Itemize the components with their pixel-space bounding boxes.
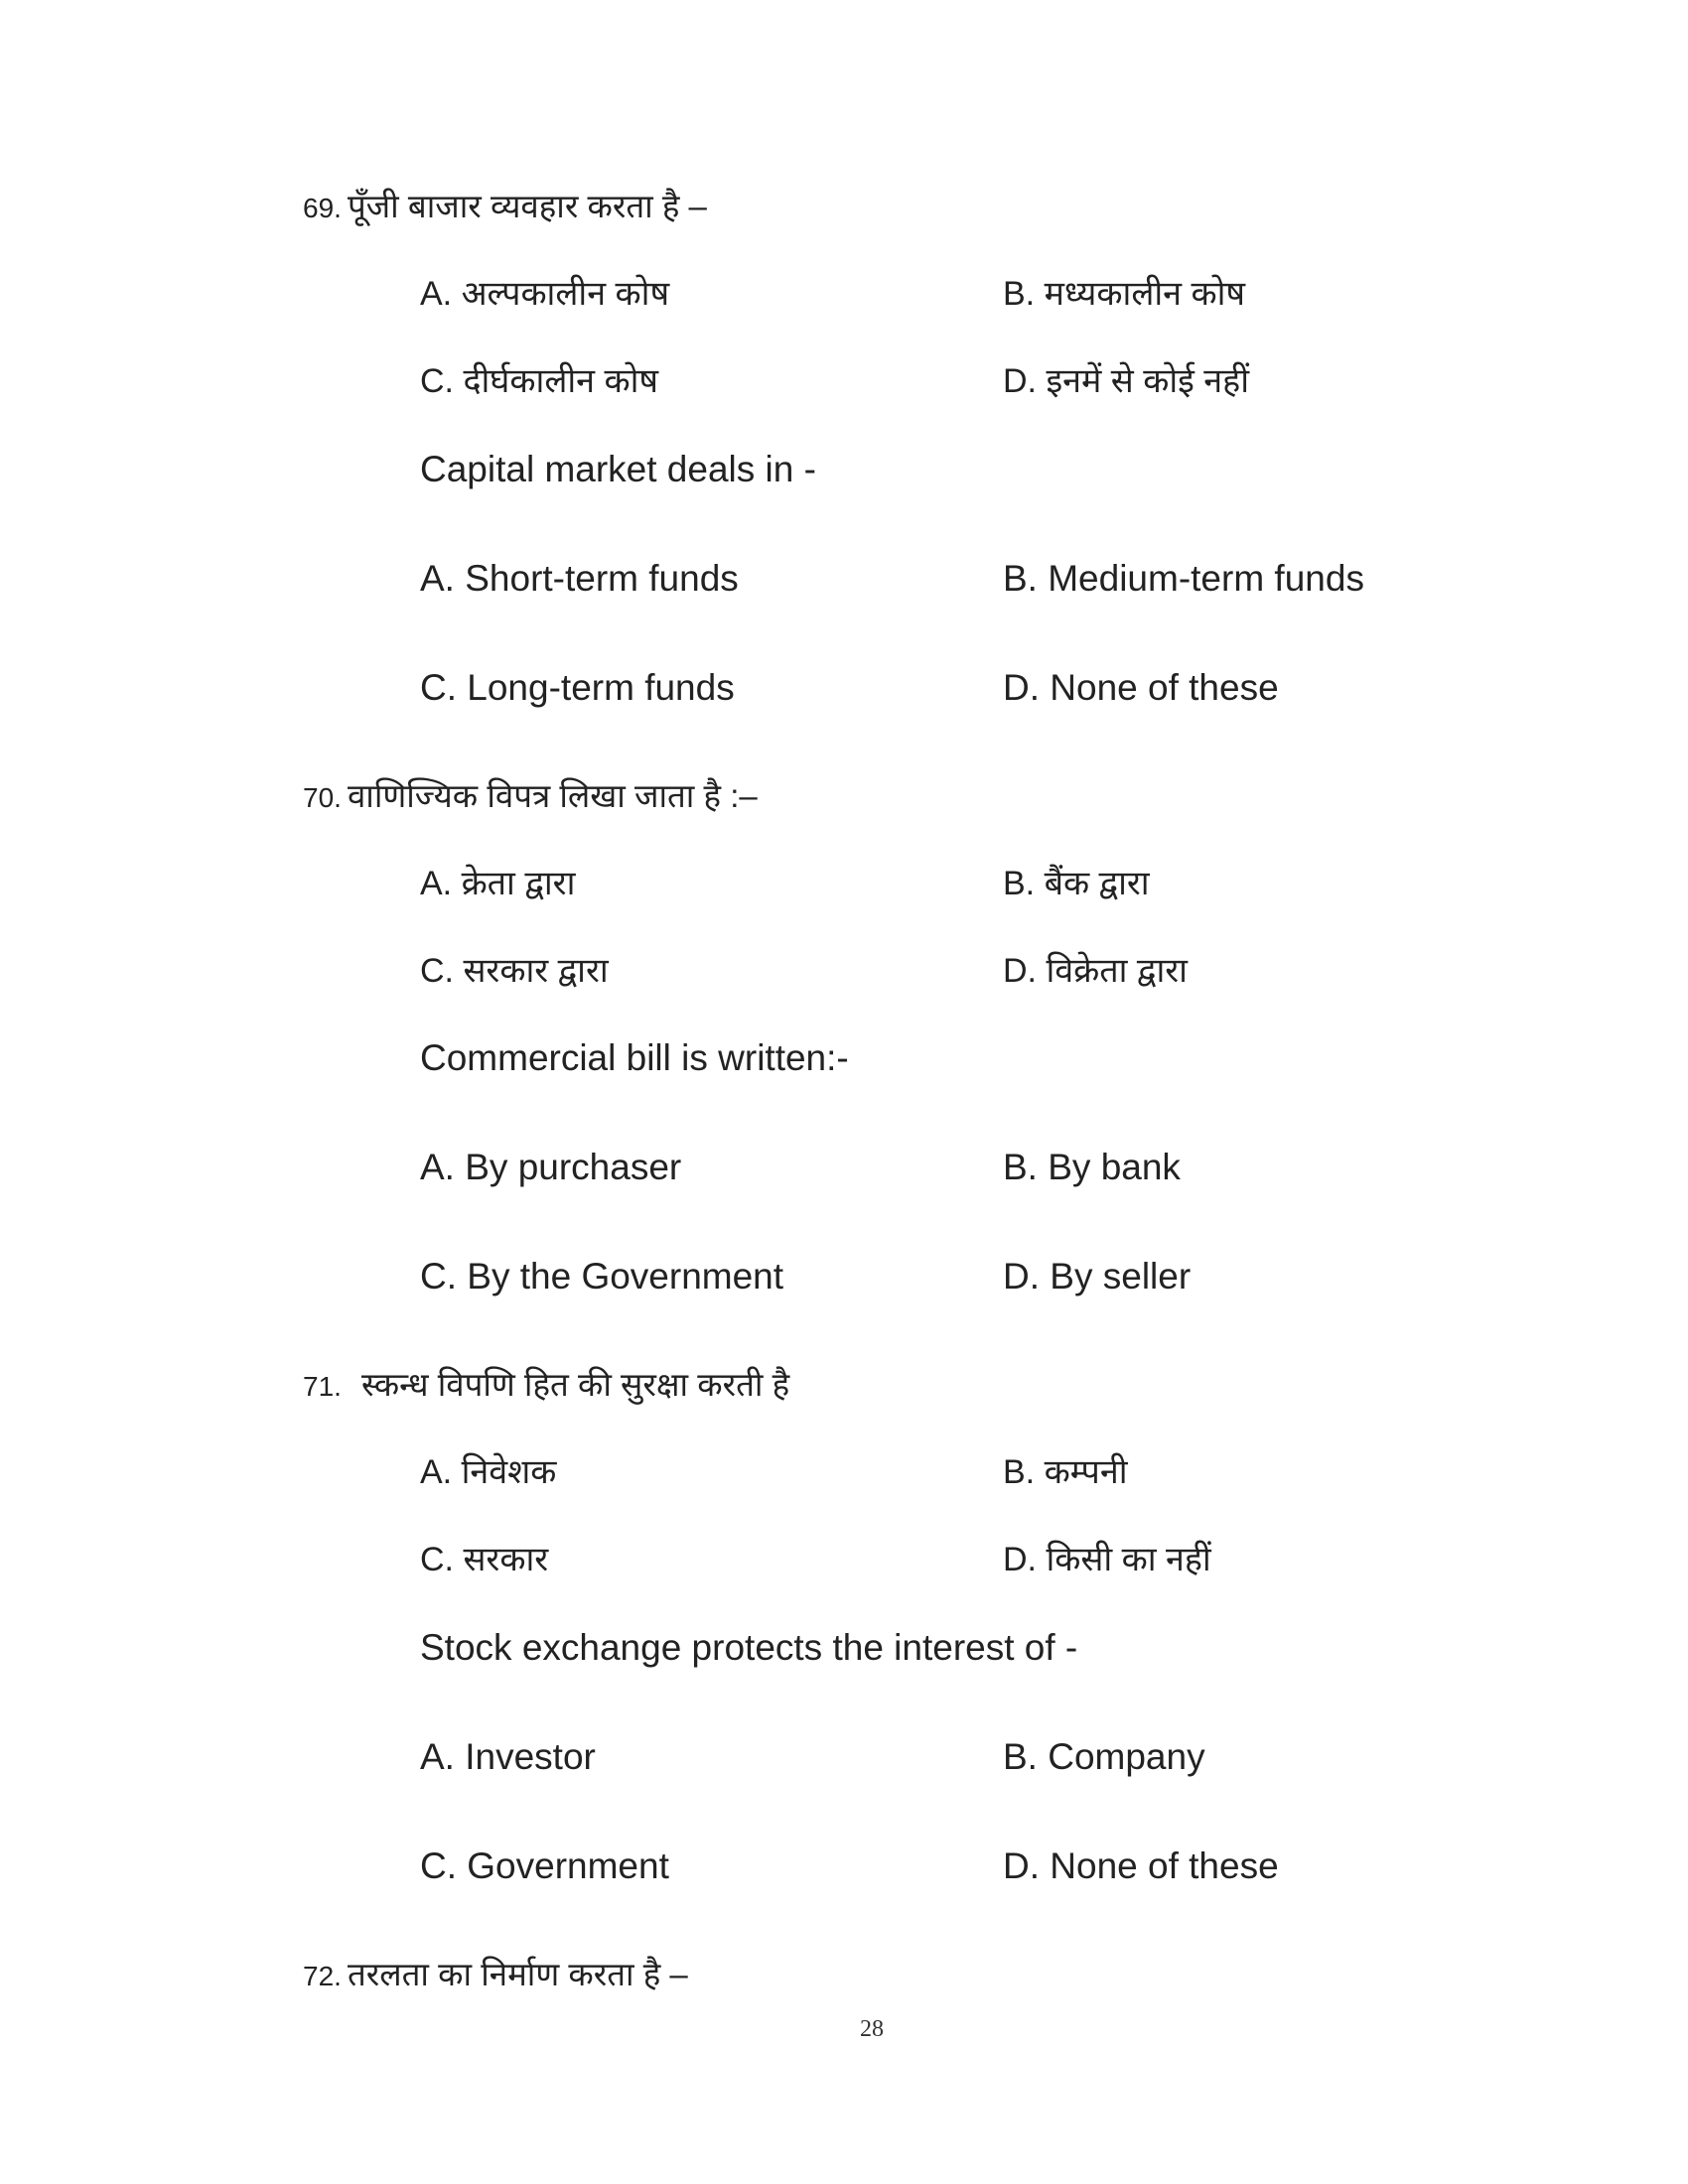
option-c-hindi: C. दीर्घकालीन कोष <box>420 362 659 400</box>
option-a-hindi: A. अल्पकालीन कोष <box>420 275 670 313</box>
option-d-english: D. None of these <box>1003 1845 1279 1886</box>
option-c-english: C. By the Government <box>420 1256 784 1297</box>
question-stem-hindi: वाणिज्यिक विपत्र लिखा जाता है :– <box>347 777 758 814</box>
option-d-english: D. By seller <box>1003 1256 1192 1297</box>
question-stem-english: Capital market deals in - <box>420 449 816 489</box>
option-c-hindi: C. सरकार द्वारा <box>420 952 609 990</box>
option-c-hindi: C. सरकार <box>420 1541 549 1578</box>
option-a-english: A. By purchaser <box>420 1147 682 1187</box>
option-b-hindi: B. बैंक द्वारा <box>1003 865 1150 902</box>
question-stem-hindi: स्कन्ध विपणि हित की सुरक्षा करती है <box>360 1366 790 1403</box>
question-number: 71. <box>303 1371 342 1402</box>
question-stem-english: Commercial bill is written:- <box>420 1037 849 1078</box>
question-stem-hindi: तरलता का निर्माण करता है – <box>347 1956 688 1992</box>
question-number: 69. <box>303 193 342 223</box>
option-d-english: D. None of these <box>1003 667 1279 708</box>
option-b-english: B. By bank <box>1003 1147 1181 1187</box>
option-b-english: B. Medium-term funds <box>1003 558 1364 599</box>
option-b-hindi: B. मध्यकालीन कोष <box>1003 275 1246 313</box>
question-stem-english: Stock exchange protects the interest of - <box>420 1627 1078 1668</box>
question-72-hindi <box>303 1958 688 1990</box>
option-a-english: A. Short-term funds <box>420 558 739 599</box>
option-c-english: C. Government <box>420 1845 669 1886</box>
option-a-hindi: A. क्रेता द्वारा <box>420 865 576 902</box>
question-71-hindi <box>303 1368 789 1401</box>
question-number: 72. <box>303 1961 342 1991</box>
page-number: 28 <box>860 2016 884 2042</box>
question-number: 70. <box>303 782 342 813</box>
option-d-hindi: D. किसी का नहीं <box>1003 1541 1211 1578</box>
option-c-english: C. Long-term funds <box>420 667 735 708</box>
option-d-hindi: D. इनमें से कोई नहीं <box>1003 362 1250 400</box>
option-a-english: A. Investor <box>420 1736 596 1777</box>
question-69-hindi <box>303 190 707 222</box>
option-b-hindi: B. कम्पनी <box>1003 1453 1128 1491</box>
option-d-hindi: D. विक्रेता द्वारा <box>1003 952 1188 990</box>
option-b-english: B. Company <box>1003 1736 1205 1777</box>
question-70-hindi <box>303 779 758 812</box>
question-stem-hindi: पूँजी बाजार व्यवहार करता है – <box>347 188 707 224</box>
option-a-hindi: A. निवेशक <box>420 1453 557 1491</box>
